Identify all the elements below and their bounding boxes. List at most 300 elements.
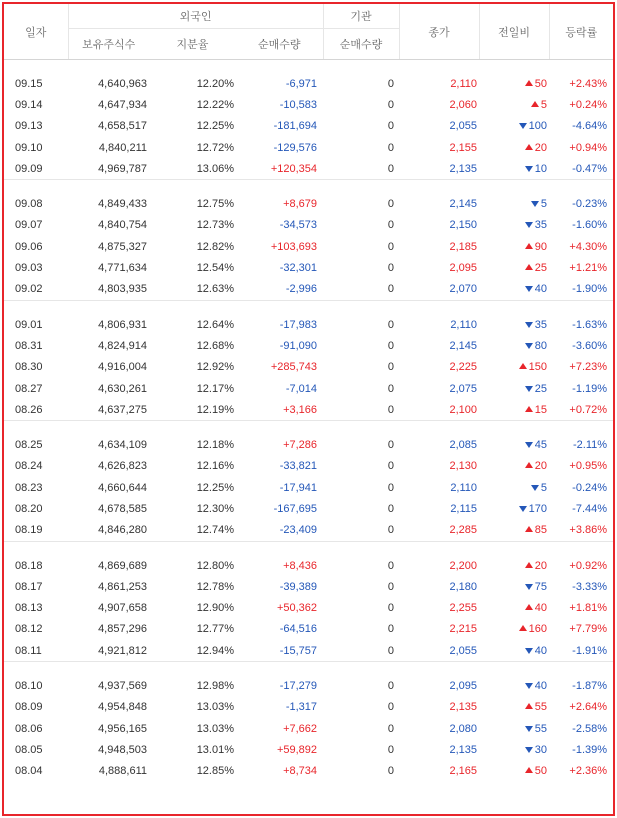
cell-holdings: 4,640,963 [98,77,147,90]
cell-share: 12.77% [196,623,234,636]
cell-close: 2,255 [449,602,478,615]
table-row [4,279,613,301]
change-value: 20 [534,559,548,572]
table-row [4,456,613,477]
cell-foreign-net: -33,821 [279,460,318,473]
change-value: 5 [540,481,548,494]
cell-inst-net: 0 [387,240,395,253]
cell-foreign-net: -15,757 [279,644,318,657]
cell-share: 12.94% [196,644,234,657]
cell-holdings: 4,969,787 [98,162,147,175]
cell-share: 12.18% [196,439,234,452]
cell-date: 08.31 [15,339,43,352]
cell-inst-net: 0 [387,382,395,395]
cell-inst-net: 0 [387,680,395,693]
table-row [4,619,613,640]
cell-close: 2,135 [449,701,478,714]
cell-share: 12.22% [196,98,234,111]
table-row [4,675,613,696]
cell-foreign-net: -10,583 [279,98,318,111]
cell-foreign-net: -7,014 [285,382,318,395]
cell-date: 08.23 [15,481,43,494]
cell-inst-net: 0 [387,262,395,275]
change-value: 35 [534,318,548,331]
cell-change [479,477,549,498]
triangle-down-icon [525,386,533,392]
cell-date: 09.08 [15,198,43,211]
cell-rate: -2.58% [572,722,608,735]
cell-holdings: 4,840,754 [98,219,147,232]
cell-close: 2,185 [449,240,478,253]
table-row [4,576,613,597]
cell-holdings: 4,771,634 [98,262,147,275]
cell-close: 2,150 [449,219,478,232]
table-row [4,498,613,519]
change-value: 40 [534,283,548,296]
cell-foreign-net: -17,983 [279,318,318,331]
col-header-share: 지분율 [149,29,236,60]
table-row [4,739,613,760]
cell-rate: +0.95% [569,460,608,473]
cell-holdings: 4,678,585 [98,502,147,515]
change-value: 25 [534,262,548,275]
table-row [4,598,613,619]
cell-inst-net: 0 [387,361,395,374]
cell-holdings: 4,660,644 [98,481,147,494]
cell-foreign-net: +120,354 [270,162,318,175]
triangle-up-icon [525,462,533,468]
cell-date: 09.01 [15,318,43,331]
change-value: 55 [534,701,548,714]
table-row [4,378,613,399]
table-row [4,314,613,335]
cell-foreign-net: -167,695 [273,502,318,515]
cell-foreign-net: -91,090 [279,339,318,352]
cell-close: 2,075 [449,382,478,395]
change-value: 90 [534,240,548,253]
cell-holdings: 4,630,261 [98,382,147,395]
table-row [4,357,613,378]
cell-rate: -3.60% [572,339,608,352]
cell-change [479,137,549,158]
cell-inst-net: 0 [387,559,395,572]
cell-holdings: 4,948,503 [98,743,147,756]
cell-date: 08.13 [15,602,43,615]
cell-holdings: 4,626,823 [98,460,147,473]
cell-rate: +7.23% [569,361,608,374]
foreign-institution-trading-panel [2,2,615,816]
triangle-down-icon [525,648,533,654]
triangle-down-icon [525,166,533,172]
cell-rate: +0.94% [569,141,608,154]
col-header-institution: 기관 [323,4,399,29]
group-spacer [4,301,613,314]
table-row [4,477,613,498]
cell-foreign-net: -181,694 [273,120,318,133]
cell-share: 12.16% [196,460,234,473]
cell-close: 2,055 [449,644,478,657]
cell-share: 12.25% [196,481,234,494]
cell-foreign-net: +50,362 [276,602,318,615]
cell-close: 2,110 [450,77,478,90]
change-value: 10 [534,162,548,175]
cell-holdings: 4,956,165 [98,722,147,735]
cell-date: 08.24 [15,460,43,473]
cell-change [479,158,549,180]
cell-inst-net: 0 [387,460,395,473]
cell-share: 12.98% [196,680,234,693]
cell-change [479,116,549,137]
triangle-down-icon [525,343,533,349]
table-row [4,257,613,278]
table-row [4,193,613,214]
change-value: 160 [528,623,548,636]
cell-holdings: 4,849,433 [98,198,147,211]
cell-rate: -7.44% [572,502,608,515]
cell-holdings: 4,637,275 [98,403,147,416]
cell-close: 2,215 [449,623,478,636]
cell-date: 08.04 [15,765,43,778]
table-body [4,60,613,782]
cell-rate: -1.60% [572,219,608,232]
cell-foreign-net: +285,743 [270,361,318,374]
cell-date: 09.09 [15,162,43,175]
cell-holdings: 4,954,848 [98,701,147,714]
triangle-down-icon [525,222,533,228]
change-value: 30 [534,743,548,756]
cell-date: 08.27 [15,382,43,395]
cell-share: 12.90% [196,602,234,615]
cell-close: 2,100 [449,403,478,416]
triangle-up-icon [525,144,533,150]
cell-date: 08.10 [15,680,43,693]
cell-change [479,640,549,662]
cell-share: 12.30% [196,502,234,515]
cell-date: 09.14 [15,98,43,111]
change-value: 20 [534,460,548,473]
change-value: 55 [534,722,548,735]
cell-foreign-net: +8,679 [283,198,318,211]
cell-inst-net: 0 [387,198,395,211]
cell-date: 09.03 [15,262,43,275]
cell-close: 2,095 [449,262,478,275]
cell-rate: +2.36% [569,765,608,778]
triangle-down-icon [525,683,533,689]
cell-date: 08.11 [15,644,42,657]
group-spacer [4,662,613,675]
cell-share: 12.63% [196,283,234,296]
triangle-down-icon [525,726,533,732]
table-row [4,697,613,718]
cell-rate: +1.21% [569,262,608,275]
cell-change [479,193,549,214]
cell-inst-net: 0 [387,481,395,494]
cell-rate: +0.72% [569,403,608,416]
triangle-up-icon [519,363,527,369]
cell-date: 08.18 [15,559,43,572]
group-spacer [4,421,613,434]
change-value: 15 [534,403,548,416]
cell-change [479,257,549,278]
cell-rate: +2.64% [569,701,608,714]
cell-change [479,619,549,640]
cell-share: 12.78% [196,580,234,593]
cell-share: 12.25% [196,120,234,133]
cell-change [479,399,549,421]
cell-date: 08.26 [15,403,43,416]
cell-holdings: 4,840,211 [98,141,147,154]
cell-rate: -1.87% [572,680,608,693]
cell-share: 12.20% [196,77,234,90]
triangle-down-icon [531,201,539,207]
cell-rate: -0.24% [572,481,608,494]
triangle-up-icon [525,406,533,412]
cell-close: 2,145 [449,339,478,352]
cell-holdings: 4,861,253 [98,580,147,593]
cell-change [479,357,549,378]
table-row [4,434,613,455]
triangle-up-icon [525,703,533,709]
cell-rate: +0.24% [569,98,608,111]
cell-rate: -0.23% [572,198,608,211]
cell-rate: +4.30% [569,240,608,253]
table-row [4,761,613,782]
cell-foreign-net: +7,286 [283,439,318,452]
table-row [4,335,613,356]
cell-holdings: 4,875,327 [98,240,147,253]
triangle-down-icon [525,584,533,590]
table-row [4,73,613,94]
cell-date: 09.10 [15,141,43,154]
change-value: 100 [528,120,548,133]
cell-holdings: 4,803,935 [98,283,147,296]
cell-share: 12.64% [196,318,234,331]
cell-change [479,598,549,619]
table-row [4,555,613,576]
cell-holdings: 4,888,611 [98,765,147,778]
table-row [4,215,613,236]
cell-close: 2,155 [449,141,478,154]
cell-date: 08.30 [15,361,43,374]
triangle-up-icon [531,101,539,107]
cell-close: 2,285 [449,524,478,537]
cell-date: 09.06 [15,240,43,253]
cell-share: 12.92% [196,361,234,374]
cell-holdings: 4,921,812 [98,644,147,657]
change-value: 80 [534,339,548,352]
cell-foreign-net: -129,576 [273,141,318,154]
cell-close: 2,080 [449,722,478,735]
triangle-up-icon [525,767,533,773]
cell-share: 13.03% [196,722,234,735]
cell-change [479,335,549,356]
change-value: 150 [528,361,548,374]
cell-holdings: 4,824,914 [98,339,147,352]
cell-rate: +0.92% [569,559,608,572]
cell-rate: -1.90% [572,283,608,296]
cell-close: 2,115 [450,502,478,515]
cell-close: 2,095 [449,680,478,693]
cell-close: 2,060 [449,98,478,111]
triangle-up-icon [525,604,533,610]
triangle-down-icon [531,485,539,491]
table-row [4,158,613,180]
triangle-up-icon [525,264,533,270]
cell-foreign-net: +59,892 [276,743,318,756]
cell-inst-net: 0 [387,439,395,452]
cell-change [479,94,549,115]
cell-share: 12.85% [196,765,234,778]
cell-change [479,675,549,696]
cell-inst-net: 0 [387,162,395,175]
cell-change [479,73,549,94]
table-row [4,236,613,257]
cell-close: 2,110 [450,318,478,331]
cell-foreign-net: -23,409 [279,524,318,537]
cell-share: 12.68% [196,339,234,352]
cell-close: 2,110 [450,481,478,494]
cell-inst-net: 0 [387,339,395,352]
cell-foreign-net: -17,279 [279,680,318,693]
cell-date: 08.19 [15,524,43,537]
cell-foreign-net: -39,389 [279,580,318,593]
cell-date: 08.09 [15,701,43,714]
cell-change [479,739,549,760]
table-row [4,718,613,739]
cell-foreign-net: +8,436 [283,559,318,572]
cell-inst-net: 0 [387,403,395,416]
cell-inst-net: 0 [387,120,395,133]
cell-change [479,456,549,477]
cell-rate: -1.19% [572,382,608,395]
cell-inst-net: 0 [387,602,395,615]
cell-share: 12.73% [196,219,234,232]
cell-change [479,236,549,257]
change-value: 5 [540,98,548,111]
cell-rate: -1.39% [572,743,608,756]
cell-inst-net: 0 [387,644,395,657]
triangle-up-icon [519,625,527,631]
cell-change [479,555,549,576]
cell-inst-net: 0 [387,623,395,636]
triangle-down-icon [525,322,533,328]
cell-foreign-net: +7,662 [283,722,318,735]
cell-rate: -1.91% [572,644,608,657]
cell-share: 13.01% [196,743,234,756]
cell-close: 2,055 [449,120,478,133]
cell-rate: -2.11% [572,439,608,452]
cell-change [479,434,549,455]
cell-close: 2,225 [449,361,478,374]
change-value: 85 [534,524,548,537]
cell-share: 12.19% [196,403,234,416]
cell-rate: -1.63% [572,318,608,331]
cell-change [479,279,549,301]
change-value: 50 [534,77,548,90]
cell-inst-net: 0 [387,283,395,296]
cell-close: 2,180 [449,580,478,593]
change-value: 75 [534,580,548,593]
change-value: 20 [534,141,548,154]
cell-change [479,718,549,739]
cell-rate: +2.43% [569,77,608,90]
cell-foreign-net: -34,573 [279,219,318,232]
cell-change [479,576,549,597]
change-value: 170 [528,502,548,515]
triangle-down-icon [519,506,527,512]
cell-date: 08.25 [15,439,43,452]
col-header-holdings: 보유주식수 [68,29,149,60]
cell-date: 09.02 [15,283,43,296]
cell-change [479,378,549,399]
triangle-up-icon [525,243,533,249]
cell-close: 2,135 [449,162,478,175]
cell-holdings: 4,634,109 [98,439,147,452]
group-spacer [4,60,613,74]
cell-inst-net: 0 [387,743,395,756]
triangle-down-icon [525,286,533,292]
cell-foreign-net: +3,166 [283,403,318,416]
cell-rate: -4.64% [572,120,608,133]
cell-change [479,697,549,718]
cell-inst-net: 0 [387,77,395,90]
cell-share: 12.72% [196,141,234,154]
cell-date: 08.05 [15,743,43,756]
cell-holdings: 4,937,569 [98,680,147,693]
cell-foreign-net: -6,971 [285,77,318,90]
cell-holdings: 4,907,658 [98,602,147,615]
cell-close: 2,070 [449,283,478,296]
cell-change [479,498,549,519]
cell-inst-net: 0 [387,219,395,232]
cell-inst-net: 0 [387,765,395,778]
change-value: 35 [534,219,548,232]
trading-table [4,4,613,782]
cell-inst-net: 0 [387,141,395,154]
cell-date: 09.13 [15,120,43,133]
cell-foreign-net: -17,941 [279,481,318,494]
change-value: 40 [534,680,548,693]
cell-holdings: 4,869,689 [98,559,147,572]
table-header [4,4,613,60]
cell-foreign-net: +103,693 [270,240,318,253]
col-header-date: 일자 [25,26,47,39]
cell-date: 09.07 [15,219,43,232]
cell-inst-net: 0 [387,524,395,537]
cell-holdings: 4,846,280 [98,524,147,537]
cell-foreign-net: -32,301 [279,262,318,275]
cell-share: 12.82% [196,240,234,253]
cell-close: 2,085 [449,439,478,452]
col-header-rate: 등락률 [549,4,613,59]
cell-inst-net: 0 [387,722,395,735]
cell-date: 08.20 [15,502,43,515]
col-header-close: 종가 [399,4,479,59]
change-value: 50 [534,765,548,778]
cell-rate: +7.79% [569,623,608,636]
change-value: 5 [540,198,548,211]
cell-foreign-net: -1,317 [285,701,318,714]
cell-date: 08.06 [15,722,43,735]
col-header-foreign-net: 순매수량 [236,29,323,60]
triangle-down-icon [525,442,533,448]
change-value: 40 [534,644,548,657]
col-header-change: 전일비 [479,4,549,59]
group-spacer [4,542,613,555]
col-header-foreign: 외국인 [68,4,323,29]
cell-foreign-net: -64,516 [279,623,318,636]
triangle-up-icon [525,562,533,568]
